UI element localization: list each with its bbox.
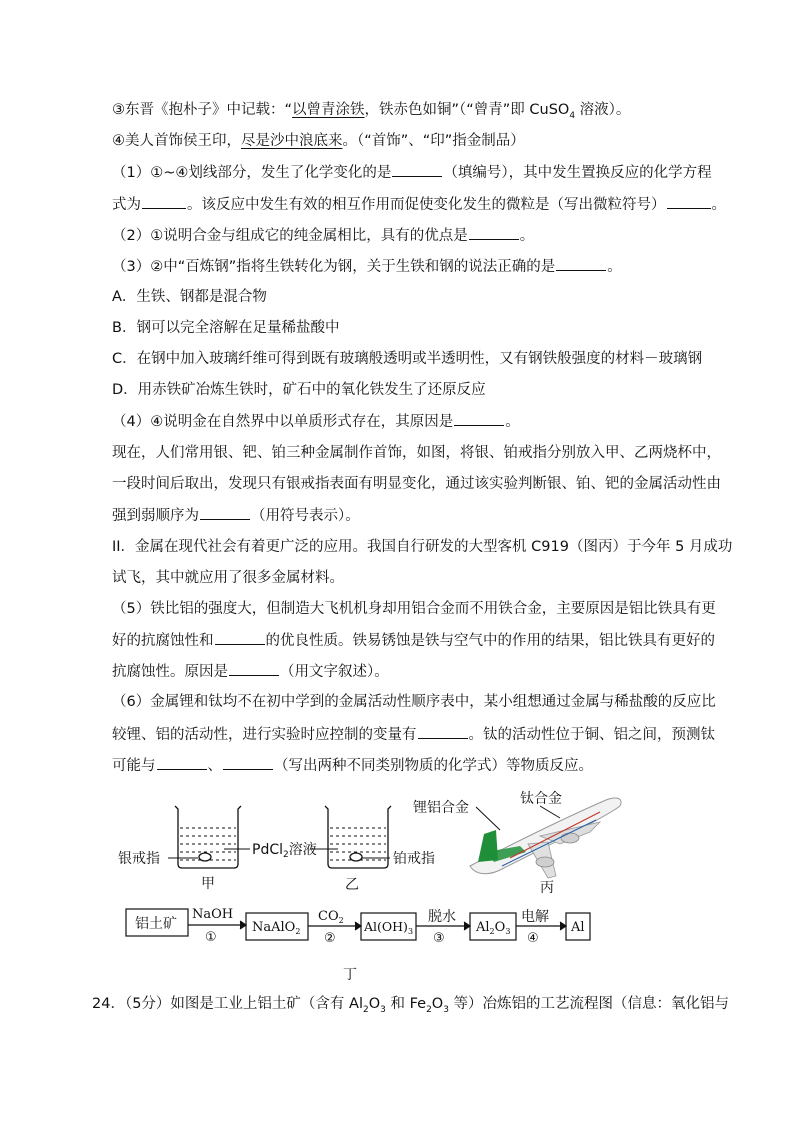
question-3: （3）②中“百炼钢”指将生铁转化为钢，关于生铁和钢的说法正确的是 。 [112,256,622,277]
question-5-line-2: 好的抗腐蚀性和 的优良性质。铁易锈蚀是铁与空气中的作用的结果，铝比铁具有更好的 [112,630,715,651]
li-al-alloy-label: 锂铝合金 [413,800,469,816]
flow-reagent-naoh: NaOH [192,907,234,922]
text-line-1: ③东晋《抱朴子》中记载：“以曾青涂铁，铁赤色如铜”（“曾青”即 CuSO$_4$ 溶液）。 [112,102,631,121]
label-ding: 丁 [343,967,357,983]
beaker-jia [175,806,241,868]
question-1-line-2: 式为 。该反应中发生有效的相互作用而促使变化发生的微粒是（写出微粒符号） 。 [112,194,726,215]
question-5-line-1: （5）铁比铝的强度大，但制造大飞机机身却用铝合金而不用铁合金，主要原因是铝比铁具有更 [112,601,716,617]
flow-step-1: ① [205,930,217,945]
section-2-line-1: II．金属在现代社会有着更广泛的应用。我国自行研发的大型客机 C919（图丙）于今年 5 月成功 [112,539,733,555]
section-2-line-2: 试飞，其中就应用了很多金属材料。 [112,570,344,586]
flow-condition-dehydrate: 脱水 [428,909,456,925]
option-c: C．在钢中加入玻璃纤维可得到既有玻璃般透明或半透明性，又有钢铁般强度的材料－玻璃钢 [112,351,703,367]
beaker-yi [325,806,391,868]
flow-step-3: ③ [433,931,445,946]
text-line-2: ④美人首饰侯王印，尽是沙中浪底来。（“首饰”、“印”指金制品） [112,133,525,149]
option-b: B．钢可以完全溶解在足量稀盐酸中 [112,320,340,336]
question-24-stem: 24．（5分）如图是工业上铝土矿（含有 $Al_2O_3$ 和 $Fe_2O_3$ 等）冶炼铝的工艺流程图（信息：氧化铝与 [92,996,730,1015]
ti-alloy-label: 钛合金 [520,791,562,807]
question-2: （2）①说明合金与组成它的纯金属相比，具有的优点是 。 [112,225,534,246]
question-1-line-1: （1）①~④划线部分，发生了化学变化的是 （填编号），其中发生置换反应的化学方程 [112,162,712,183]
question-6-line-2: 较锂、铝的活动性，进行实验时应控制的变量有 。钛的活动性位于铜、铝之间，预测钛 [112,724,715,745]
option-a: A．生铁、钢都是混合物 [112,289,267,305]
question-6-line-3: 可能与 、 （写出两种不同类别物质的化学式）等物质反应。 [112,755,593,776]
silver-ring-shape [199,853,211,861]
flow-step-4: ④ [527,931,539,946]
flow-reagent-co2: $CO_2$ [318,909,344,925]
flow-text-al: Al [571,920,585,935]
platinum-ring-shape [350,853,362,861]
label-bing: 丙 [540,880,554,896]
silver-ring-label: 银戒指 [118,851,160,867]
flow-text-bauxite: 铝土矿 [135,916,177,932]
pdcl2-label: PdCl$_2$溶液 [252,842,317,860]
text-line-14: 强到弱顺序为 （用符号表示）。 [112,505,360,526]
flow-text-naalo2: NaAlO$_2$ [252,920,301,936]
flow-step-2: ② [324,931,336,946]
question-6-line-1: （6）金属锂和钛均不在初中学到的金属活动性顺序表中，某小组想通过金属与稀盐酸的反应比 [112,694,716,710]
platinum-ring-label: 铂戒指 [393,851,435,867]
label-jia: 甲 [201,876,215,892]
label-yi: 乙 [345,877,359,893]
option-d: D．用赤铁矿冶炼生铁时，矿石中的氧化铁发生了还原反应 [112,382,486,398]
text-line-13: 一段时间后取出，发现只有银戒指表面有明显变化，通过该实验判断银、铂、钯的金属活动性由 [112,476,721,492]
flow-text-aloh3: $Al(OH)_3$ [364,919,414,936]
c919-airplane-image [470,798,621,878]
question-4: （4）④说明金在自然界中以单质形式存在，其原因是 。 [112,411,520,432]
text-line-12: 现在，人们常用银、钯、铂三种金属制作首饰，如图，将银、铂戒指分别放入甲、乙两烧杯中， [112,445,721,461]
flow-text-al2o3: $Al_2O_3$ [476,920,511,936]
question-5-line-3: 抗腐蚀性。原因是 （用文字叙述）。 [112,661,389,682]
flow-condition-electrolysis: 电解 [521,909,549,925]
